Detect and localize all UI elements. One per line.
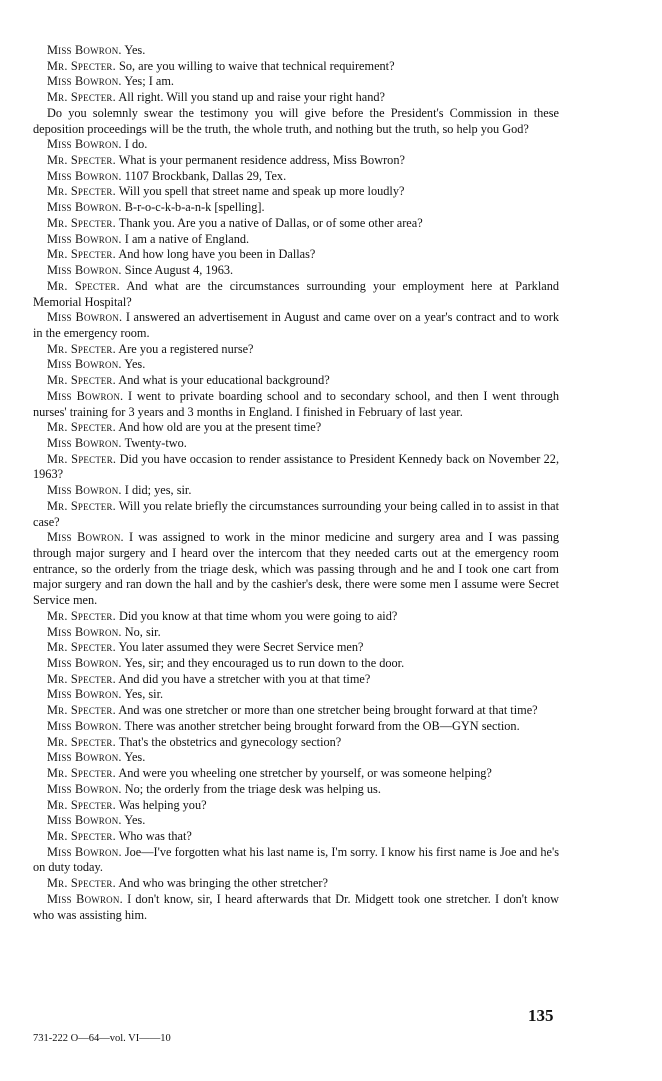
- speaker-name: Mr. Specter.: [47, 278, 120, 293]
- statement-text: And how old are you at the present time?: [118, 420, 322, 435]
- speaker-name: Miss Bowron.: [47, 483, 122, 498]
- testimony-paragraph: [33, 892, 559, 923]
- statement-text: Yes.: [124, 813, 146, 828]
- speaker-name: Mr. Specter.: [47, 341, 116, 356]
- testimony-paragraph: [33, 263, 559, 279]
- testimony-paragraph: [33, 247, 559, 263]
- statement-text: Twenty-two.: [124, 435, 187, 450]
- speaker-name: Mr. Specter.: [47, 90, 116, 105]
- testimony-paragraph: [33, 153, 559, 169]
- speaker-name: Miss Bowron.: [47, 750, 122, 765]
- testimony-paragraph: [33, 703, 559, 719]
- testimony-paragraph: [33, 499, 559, 530]
- statement-text: Are you a registered nurse?: [118, 341, 254, 356]
- testimony-paragraph: [33, 137, 559, 153]
- testimony-paragraph: [33, 798, 559, 814]
- testimony-paragraph: [33, 609, 559, 625]
- testimony-paragraph: [33, 357, 559, 373]
- testimony-paragraph: [33, 687, 559, 703]
- page-number: 135: [528, 1006, 554, 1025]
- statement-text: Yes.: [124, 43, 146, 57]
- statement-text: I was assigned to work in the minor medicine and surgery area and I was passing through major surgery and I heard over the intercom that they needed carts out at the emergency room entrance, so the orderly from the triage desk, which was passing through and he and I took one cart from major surgery and ran down the hall and by the cashier's desk, there were some men I assume were Secret Service men.: [33, 530, 559, 608]
- speaker-name: Mr. Specter.: [47, 828, 116, 843]
- statement-text: Yes, sir; and they encouraged us to run down to the door.: [124, 656, 405, 671]
- testimony-paragraph: [33, 483, 559, 499]
- statement-text: And how long have you been in Dallas?: [118, 247, 316, 262]
- speaker-name: Miss Bowron.: [47, 435, 122, 450]
- speaker-name: Mr. Specter.: [47, 876, 116, 891]
- speaker-name: Miss Bowron.: [47, 200, 122, 215]
- testimony-paragraph: [33, 279, 559, 310]
- speaker-name: Miss Bowron.: [47, 813, 122, 828]
- testimony-paragraph: [33, 829, 559, 845]
- statement-text: I went to private boarding school and to secondary school, and then I went through nurses' training for 3 years and 3 months in England. I finished in February of last year.: [33, 388, 559, 419]
- speaker-name: Mr. Specter.: [47, 734, 116, 749]
- speaker-name: Mr. Specter.: [47, 184, 116, 199]
- speaker-name: Miss Bowron.: [47, 844, 122, 859]
- testimony-paragraph: [33, 719, 559, 735]
- statement-text: So, are you willing to waive that technical requirement?: [118, 58, 395, 73]
- statement-text: You later assumed they were Secret Service men?: [118, 640, 364, 655]
- testimony-paragraph: [33, 232, 559, 248]
- testimony-paragraph: [33, 169, 559, 185]
- statement-text: What is your permanent residence address, Miss Bowron?: [118, 153, 405, 168]
- statement-text: And who was bringing the other stretcher?: [118, 876, 328, 891]
- statement-text: Yes.: [124, 750, 146, 765]
- testimony-paragraph: [33, 420, 559, 436]
- testimony-paragraph: [33, 216, 559, 232]
- speaker-name: Miss Bowron.: [47, 718, 122, 733]
- speaker-name: Miss Bowron.: [47, 687, 122, 702]
- testimony-paragraph: [33, 735, 559, 751]
- statement-text: That's the obstetrics and gynecology section?: [118, 734, 342, 749]
- testimony-paragraph: [33, 74, 559, 90]
- statement-text: B-r-o-c-k-b-a-n-k [spelling].: [124, 200, 265, 215]
- testimony-paragraph: [33, 310, 559, 341]
- speaker-name: Miss Bowron.: [47, 781, 122, 796]
- testimony-paragraph: [33, 782, 559, 798]
- statement-text: And were you wheeling one stretcher by yourself, or was someone helping?: [118, 766, 492, 781]
- speaker-name: Miss Bowron.: [47, 74, 122, 89]
- speaker-name: Miss Bowron.: [47, 891, 123, 906]
- statement-text: Yes; I am.: [124, 74, 174, 89]
- statement-text: Yes, sir.: [124, 687, 164, 702]
- statement-text: Who was that?: [118, 828, 192, 843]
- statement-text: No, sir.: [124, 624, 161, 639]
- testimony-paragraph: [33, 766, 559, 782]
- speaker-name: Mr. Specter.: [47, 766, 116, 781]
- testimony-paragraph: [33, 184, 559, 200]
- testimony-paragraph: [33, 750, 559, 766]
- speaker-name: Mr. Specter.: [47, 215, 116, 230]
- speaker-name: Mr. Specter.: [47, 703, 116, 718]
- statement-text: No; the orderly from the triage desk was helping us.: [124, 781, 381, 796]
- speaker-name: Miss Bowron.: [47, 530, 124, 545]
- statement-text: I do.: [124, 137, 148, 152]
- speaker-name: Miss Bowron.: [47, 263, 122, 278]
- testimony-paragraph: [33, 389, 559, 420]
- statement-text: Will you relate briefly the circumstances surrounding your being called in to assist in that case?: [33, 498, 560, 529]
- speaker-name: Miss Bowron.: [47, 624, 122, 639]
- statement-text: I did; yes, sir.: [124, 483, 192, 498]
- testimony-paragraph: [33, 373, 559, 389]
- speaker-name: Miss Bowron.: [47, 357, 122, 372]
- speaker-name: Miss Bowron.: [47, 656, 122, 671]
- statement-text: Since August 4, 1963.: [124, 263, 234, 278]
- statement-text: Did you know at that time whom you were going to aid?: [118, 608, 398, 623]
- statement-text: Thank you. Are you a native of Dallas, or of some other area?: [118, 215, 423, 230]
- testimony-paragraph: [33, 452, 559, 483]
- testimony-paragraph: [33, 640, 559, 656]
- testimony-paragraph: [33, 90, 559, 106]
- testimony-transcript: [33, 43, 559, 923]
- speaker-name: Mr. Specter.: [47, 451, 117, 466]
- speaker-name: Miss Bowron.: [47, 168, 122, 183]
- footer-print-code: 731-222 O—64—vol. VI——10: [33, 1033, 171, 1044]
- testimony-paragraph: [33, 342, 559, 358]
- statement-text: All right. Will you stand up and raise your right hand?: [118, 90, 386, 105]
- speaker-name: Mr. Specter.: [47, 640, 116, 655]
- statement-text: And did you have a stretcher with you at that time?: [118, 671, 371, 686]
- speaker-name: Mr. Specter.: [47, 58, 116, 73]
- statement-text: 1107 Brockbank, Dallas 29, Tex.: [124, 168, 287, 183]
- speaker-name: Miss Bowron.: [47, 310, 123, 325]
- testimony-paragraph: [33, 813, 559, 829]
- testimony-paragraph: [33, 200, 559, 216]
- speaker-name: Miss Bowron.: [47, 137, 122, 152]
- speaker-name: Mr. Specter.: [47, 153, 116, 168]
- speaker-name: Miss Bowron.: [47, 43, 122, 57]
- speaker-name: Mr. Specter.: [47, 373, 116, 388]
- speaker-name: Miss Bowron.: [47, 388, 124, 403]
- testimony-paragraph: [33, 625, 559, 641]
- testimony-paragraph: [33, 656, 559, 672]
- statement-text: Will you spell that street name and speak up more loudly?: [118, 184, 405, 199]
- speaker-name: Mr. Specter.: [47, 247, 116, 262]
- statement-text: Was helping you?: [118, 797, 207, 812]
- testimony-paragraph: [33, 106, 559, 137]
- testimony-paragraph: [33, 876, 559, 892]
- testimony-paragraph: [33, 530, 559, 609]
- statement-text: I don't know, sir, I heard afterwards that Dr. Midgett took one stretcher. I don't know who was assisting him.: [33, 891, 559, 922]
- speaker-name: Mr. Specter.: [47, 608, 116, 623]
- testimony-paragraph: [33, 672, 559, 688]
- statement-text: There was another stretcher being brought forward from the OB—GYN section.: [124, 718, 520, 733]
- speaker-name: Miss Bowron.: [47, 231, 122, 246]
- testimony-paragraph: [33, 59, 559, 75]
- statement-text: And what are the circumstances surrounding your employment here at Parkland Memorial Hospital?: [33, 278, 559, 309]
- speaker-name: Mr. Specter.: [47, 498, 116, 513]
- statement-text: Joe—I've forgotten what his last name is, I'm sorry. I know his first name is Joe and he's on duty today.: [33, 844, 560, 875]
- statement-text: Yes.: [124, 357, 146, 372]
- speaker-name: Mr. Specter.: [47, 420, 116, 435]
- statement-text: Do you solemnly swear the testimony you will give before the President's Commission in these deposition proceedings will be the truth, the whole truth, and nothing but the truth, so help you God?: [33, 105, 559, 136]
- testimony-paragraph: [33, 43, 559, 59]
- statement-text: Did you have occasion to render assistance to President Kennedy back on November 22, 1963?: [33, 451, 560, 482]
- speaker-name: Mr. Specter.: [47, 797, 116, 812]
- statement-text: And what is your educational background?: [118, 373, 330, 388]
- statement-text: And was one stretcher or more than one stretcher being brought forward at that time?: [118, 703, 538, 718]
- testimony-paragraph: [33, 845, 559, 876]
- speaker-name: Mr. Specter.: [47, 671, 116, 686]
- statement-text: I am a native of England.: [124, 231, 250, 246]
- statement-text: I answered an advertisement in August and came over on a year's contract and to work in the emergency room.: [33, 310, 559, 340]
- testimony-paragraph: [33, 436, 559, 452]
